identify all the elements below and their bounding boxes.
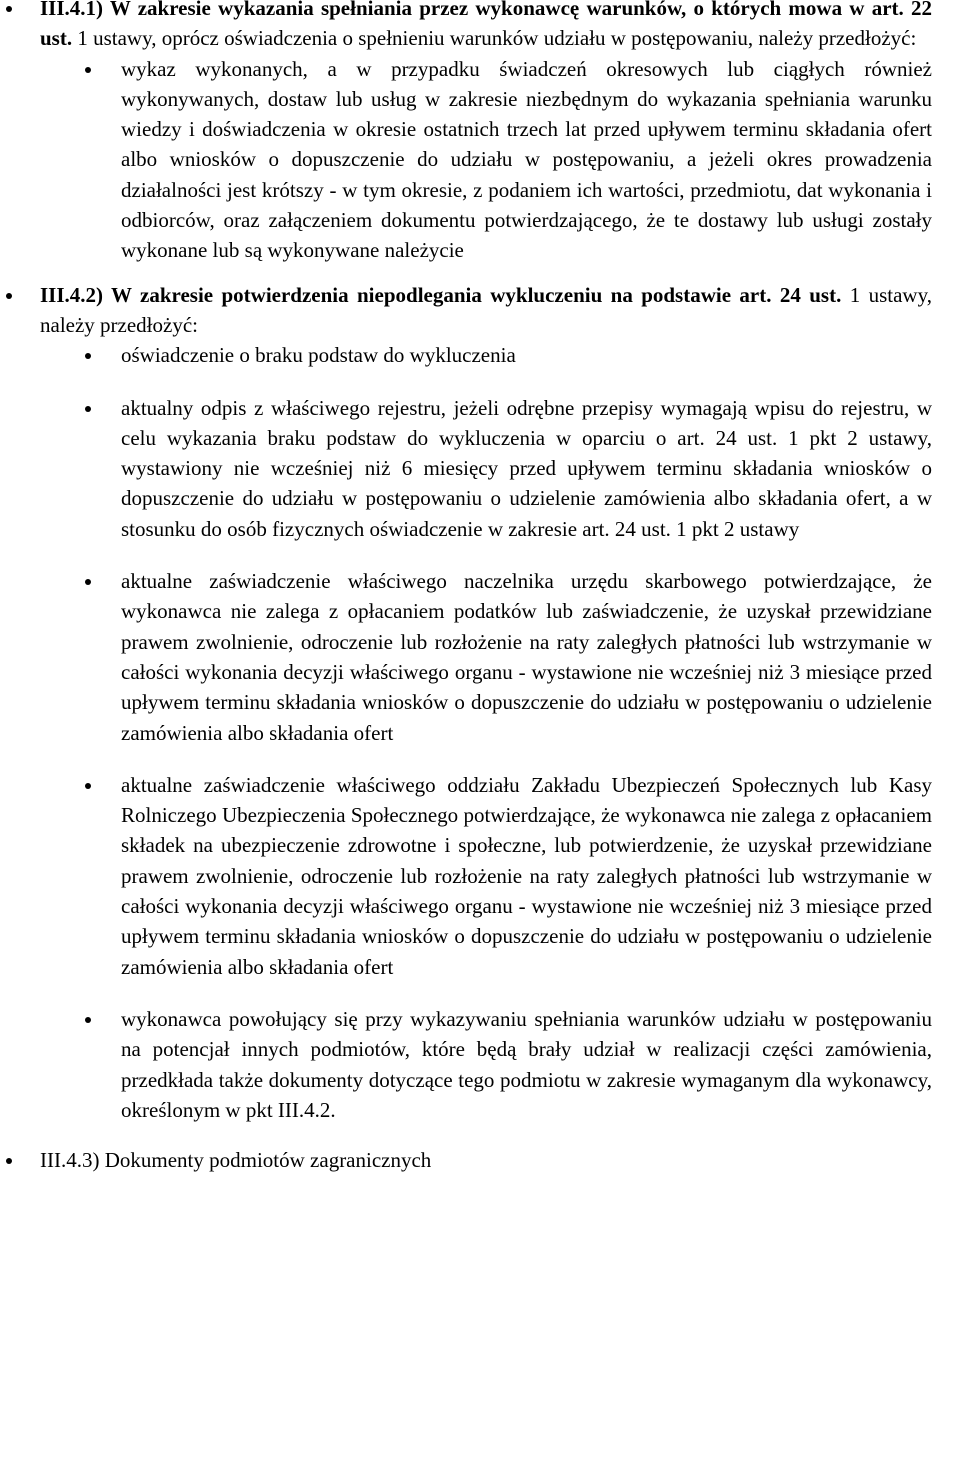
bullet-icon — [85, 67, 91, 73]
list-item — [121, 1004, 932, 1125]
bullet-icon — [85, 579, 91, 585]
list-item — [121, 770, 932, 982]
list-item-text: oświadczenie o braku podstaw do wykluczenia — [121, 343, 516, 368]
bullet-icon — [85, 353, 91, 359]
exclusion-documents-list — [40, 340, 932, 1125]
bullet-icon — [85, 1017, 91, 1023]
list-item-text: wykonawca powołujący się przy wykazywaniu spełniania warunków udziału w postępowaniu na potencjał innych podmiotów, które będą brały udział w realizacji części zamówienia, przedkłada także dokumenty dotyczące tego podmiotu w zakresie wymaganym dla wykonawcy, określonym w pkt III.4.2. — [121, 1006, 932, 1122]
section-iii-4-2 — [40, 280, 932, 1125]
section-heading-text: III.4.3) Dokumenty podmiotów zagranicznych — [40, 1148, 432, 1173]
list-item — [121, 54, 932, 266]
section-heading-text: 1 ustawy, oprócz oświadczenia o spełnieniu warunków udziału w postępowaniu, należy przedłożyć: — [72, 26, 917, 51]
bullet-icon — [6, 6, 12, 12]
requirements-list — [40, 54, 932, 266]
bullet-icon — [6, 1158, 12, 1164]
list-item-text: aktualne zaświadczenie właściwego naczelnika urzędu skarbowego potwierdzające, że wykonawca nie zalega z opłacaniem podatków lub zaświadczenie, że uzyskał przewidziane prawem zwolnienie, odroczenie lub rozłożenie na raty zaległych płatności lub wstrzymanie w całości wykonania decyzji właściwego organu - wystawione nie wcześniej niż 3 miesiące przed upływem terminu składania wniosków o dopuszczenie do udziału w postępowaniu o udzielenie zamówienia albo składania ofert — [121, 569, 932, 745]
list-item — [121, 566, 932, 748]
bullet-icon — [85, 406, 91, 412]
section-heading-bold: III.4.1) W zakresie wykazania spełniania przez wykonawcę warunków, o których mowa w art. 22 ust. — [40, 0, 932, 51]
list-item-text: aktualne zaświadczenie właściwego oddziału Zakładu Ubezpieczeń Społecznych lub Kasy Rolniczego Ubezpieczenia Społecznego potwierdzające, że wykonawca nie zalega z opłacaniem składek na ubezpieczenie zdrowotne i społeczne, lub potwierdzenie, że uzyskał przewidziane prawem zwolnienie, odroczenie lub rozłożenie na raty zaległych płatności lub wstrzymanie w całości wykonania decyzji właściwego organu - wystawione nie wcześniej niż 3 miesiące przed upływem terminu składania wniosków o dopuszczenie do udziału w postępowaniu o udzielenie zamówienia albo składania ofert — [121, 772, 932, 979]
bullet-icon — [85, 783, 91, 789]
list-item-text: aktualny odpis z właściwego rejestru, jeżeli odrębne przepisy wymagają wpisu do rejestru, w celu wykazania braku podstaw do wykluczenia w oparciu o art. 24 ust. 1 pkt 2 ustawy, wystawiony nie wcześniej niż 6 miesięcy przed upływem terminu składania wniosków o dopuszczenie do udziału w postępowaniu o udzielenie zamówienia albo składania ofert, a w stosunku do osób fizycznych oświadczenie w zakresie art. 24 ust. 1 pkt 2 ustawy — [121, 395, 932, 541]
section-iii-4-1 — [40, 0, 932, 266]
bullet-icon — [6, 293, 12, 299]
list-item-text: wykaz wykonanych, a w przypadku świadczeń okresowych lub ciągłych również wykonywanych, dostaw lub usług w zakresie niezbędnym do wykazania spełniania warunku wiedzy i doświadczenia w okresie ostatnich trzech lat przed upływem terminu składania ofert albo wniosków o dopuszczenie do udziału w postępowaniu, a jeżeli okres prowadzenia działalności jest krótszy - w tym okresie, z podaniem ich wartości, przedmiotu, dat wykonania i odbiorców, oraz załączeniem dokumentu potwierdzającego, że te dostawy lub usługi zostały wykonane lub są wykonywane należycie — [121, 56, 932, 263]
list-item — [121, 393, 932, 544]
section-iii-4-3 — [40, 1145, 932, 1175]
section-heading-text: 1 ustawy, należy przedłożyć: — [40, 282, 932, 337]
section-heading-bold: III.4.2) W zakresie potwierdzenia niepodlegania wykluczeniu na podstawie art. 24 ust. — [40, 282, 842, 307]
list-item — [121, 340, 932, 370]
